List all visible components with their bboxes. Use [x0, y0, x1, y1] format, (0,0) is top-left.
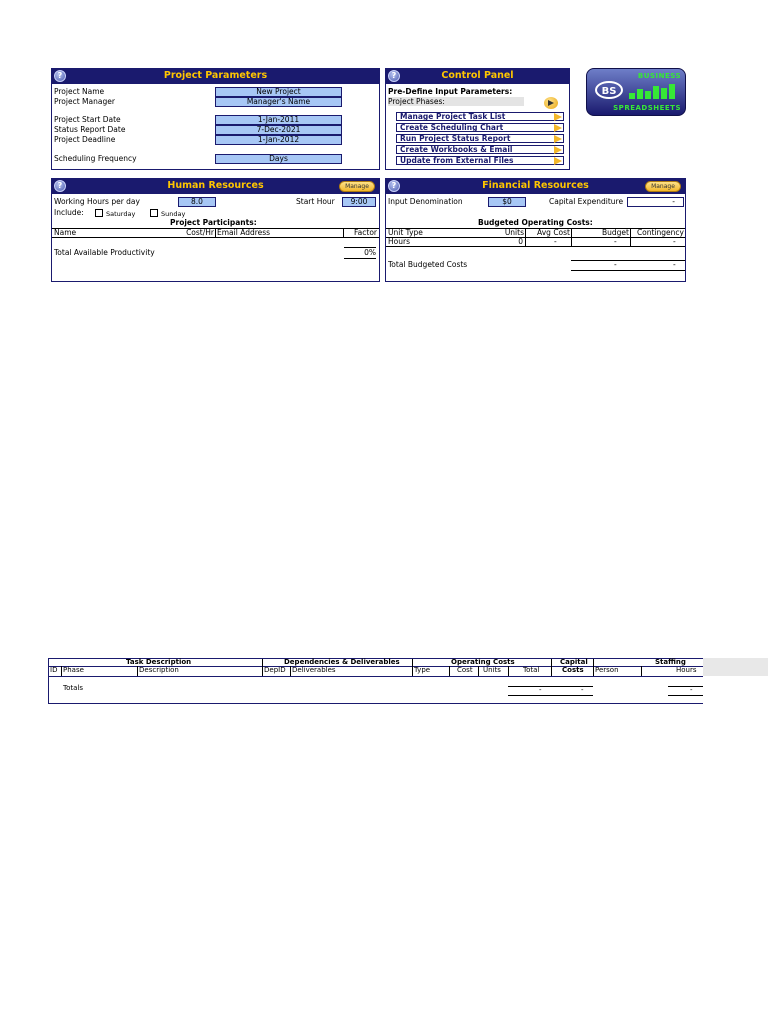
divider — [571, 260, 685, 261]
help-icon[interactable]: ? — [388, 180, 400, 192]
arrow-right-icon — [554, 157, 562, 165]
group-operating-costs: Operating Costs — [451, 658, 515, 666]
totals-capital: - — [581, 686, 584, 694]
arrow-right-icon — [554, 135, 562, 143]
task-table — [48, 658, 703, 704]
project-manager-label: Project Manager — [54, 97, 115, 106]
project-start-date-label: Project Start Date — [54, 115, 121, 124]
group-capital: Capital — [560, 658, 588, 666]
divider — [290, 666, 291, 676]
total-productivity-value: 0% — [364, 248, 376, 257]
row-contingency: - — [673, 237, 676, 246]
business-spreadsheets-logo — [586, 68, 686, 116]
divider — [386, 237, 685, 238]
divider — [641, 666, 642, 676]
col-contingency: Contingency — [636, 228, 684, 237]
divider — [215, 228, 216, 237]
start-hour-label: Start Hour — [296, 197, 335, 206]
sunday-checkbox[interactable] — [150, 209, 158, 217]
project-parameters-header — [52, 69, 379, 84]
project-deadline-input[interactable]: 1-Jan-2012 — [215, 135, 342, 145]
scheduling-frequency-label: Scheduling Frequency — [54, 154, 137, 163]
control-panel — [385, 68, 570, 170]
col-type: Type — [414, 666, 431, 674]
table-overflow-area — [703, 658, 768, 676]
working-hours-label: Working Hours per day — [54, 197, 140, 206]
phases-arrow-button[interactable] — [544, 97, 558, 109]
totals-label: Totals — [63, 684, 83, 692]
logo-chart-icon — [627, 83, 681, 99]
row-avg-cost: - — [554, 237, 557, 246]
status-report-date-label: Status Report Date — [54, 125, 126, 134]
create-workbooks-button[interactable] — [396, 145, 564, 154]
manage-task-list-button[interactable] — [396, 112, 564, 121]
cp-item-label: Update from External Files — [400, 156, 514, 165]
divider — [668, 686, 703, 687]
col-depid: DepID — [264, 666, 286, 674]
panel-title: Human Resources — [167, 180, 264, 191]
scheduling-frequency-select[interactable]: Days — [215, 154, 342, 164]
project-start-date-input[interactable]: 1-Jan-2011 — [215, 115, 342, 125]
help-icon[interactable]: ? — [388, 70, 400, 82]
totals-hours: - — [690, 686, 693, 694]
manage-fr-button[interactable]: Manage — [645, 181, 681, 192]
group-dependencies: Dependencies & Deliverables — [284, 658, 400, 666]
col-description: Description — [139, 666, 179, 674]
divider — [508, 666, 509, 676]
denomination-input[interactable]: $0 — [488, 197, 526, 207]
row-budget: - — [614, 237, 617, 246]
project-name-label: Project Name — [54, 87, 105, 96]
create-scheduling-chart-button[interactable] — [396, 123, 564, 132]
col-avg-cost: Avg Cost — [537, 228, 570, 237]
divider — [61, 666, 62, 676]
human-resources-header — [52, 179, 379, 194]
divider — [262, 659, 263, 676]
predefine-label: Pre-Define Input Parameters: — [388, 87, 513, 96]
divider — [386, 246, 685, 247]
divider — [571, 270, 685, 271]
cp-item-label: Manage Project Task List — [400, 112, 506, 121]
divider — [137, 666, 138, 676]
participants-heading: Project Participants: — [170, 218, 257, 227]
budget-heading: Budgeted Operating Costs: — [478, 218, 593, 227]
saturday-checkbox[interactable] — [95, 209, 103, 217]
arrow-right-icon — [554, 146, 562, 154]
logo-top-text: BUSINESS — [637, 72, 681, 80]
col-deliverables: Deliverables — [292, 666, 336, 674]
col-cost: Cost — [457, 666, 473, 674]
cp-item-label: Run Project Status Report — [400, 134, 511, 143]
sunday-label: Sunday — [161, 210, 186, 218]
update-external-files-button[interactable] — [396, 156, 564, 165]
divider — [52, 237, 379, 238]
project-manager-input[interactable]: Manager's Name — [215, 97, 342, 107]
row-units: 0 — [518, 237, 523, 246]
financial-resources-header — [386, 179, 685, 194]
help-icon[interactable]: ? — [54, 70, 66, 82]
capex-input[interactable]: - — [627, 197, 684, 207]
project-name-input[interactable]: New Project — [215, 87, 342, 97]
col-phase: Phase — [63, 666, 84, 674]
denomination-label: Input Denomination — [388, 197, 463, 206]
col-email: Email Address — [217, 228, 271, 237]
col-hours: Hours — [676, 666, 697, 674]
divider — [49, 676, 703, 677]
status-report-date-input[interactable]: 7-Dec-2021 — [215, 125, 342, 135]
help-icon[interactable]: ? — [54, 180, 66, 192]
col-factor: Factor — [354, 228, 377, 237]
col-id: ID — [50, 666, 58, 674]
total-contingency-value: - — [673, 260, 676, 269]
divider — [551, 659, 552, 676]
project-deadline-label: Project Deadline — [54, 135, 116, 144]
row-unit-type: Hours — [388, 237, 410, 246]
divider — [344, 258, 376, 259]
cp-item-label: Create Workbooks & Email — [400, 145, 513, 154]
divider — [478, 666, 479, 676]
divider — [508, 695, 593, 696]
divider — [412, 659, 413, 676]
divider — [449, 666, 450, 676]
capex-label: Capital Expenditure — [549, 197, 624, 206]
panel-title: Project Parameters — [163, 70, 268, 81]
total-budget-value: - — [614, 260, 617, 269]
start-hour-input[interactable]: 9:00 — [342, 197, 376, 207]
col-total: Total — [523, 666, 540, 674]
divider — [668, 695, 703, 696]
group-task-description: Task Description — [126, 658, 192, 666]
human-resources-panel — [51, 178, 380, 282]
run-status-report-button[interactable] — [396, 134, 564, 143]
arrow-right-icon — [554, 124, 562, 132]
project-phases-label: Project Phases: — [388, 97, 524, 106]
col-cost-hr: Cost/Hr — [186, 228, 214, 237]
divider — [593, 659, 594, 676]
arrow-right-icon — [554, 113, 562, 121]
arrow-right-icon — [548, 100, 554, 106]
col-budget: Budget — [602, 228, 629, 237]
col-unit-type: Unit Type — [388, 228, 423, 237]
project-parameters-panel — [51, 68, 380, 170]
total-budgeted-label: Total Budgeted Costs — [388, 260, 468, 269]
totals-total: - — [539, 686, 542, 694]
cp-item-label: Create Scheduling Chart — [400, 123, 504, 132]
col-costs: Costs — [562, 666, 584, 674]
col-name: Name — [54, 228, 77, 237]
financial-resources-panel — [385, 178, 686, 282]
logo-bottom-text: SPREADSHEETS — [613, 104, 681, 112]
col-units: Units — [483, 666, 501, 674]
panel-title: Financial Resources — [482, 180, 589, 191]
group-staffing: Staffing — [655, 658, 686, 666]
total-productivity-label: Total Available Productivity — [54, 248, 155, 257]
working-hours-input[interactable]: 8.0 — [178, 197, 216, 207]
manage-hr-button[interactable]: Manage — [339, 181, 375, 192]
control-panel-header — [386, 69, 569, 84]
logo-mark: BS — [595, 81, 623, 99]
saturday-label: Saturday — [106, 210, 136, 218]
panel-title: Control Panel — [441, 70, 514, 81]
include-label: Include: — [54, 208, 84, 217]
col-units: Units — [504, 228, 524, 237]
col-person: Person — [595, 666, 619, 674]
